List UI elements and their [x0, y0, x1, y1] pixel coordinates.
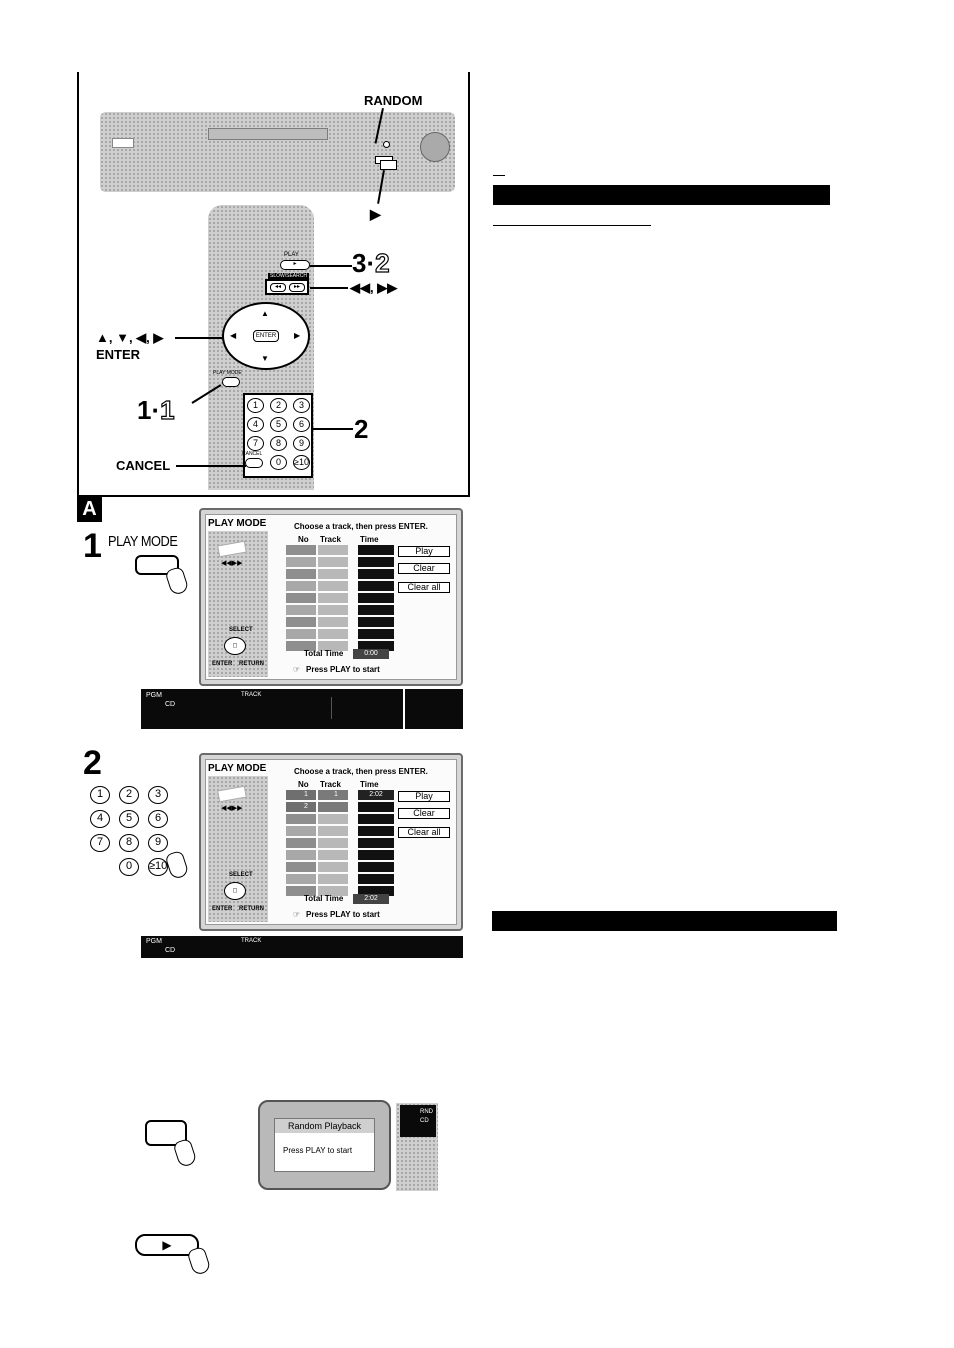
step2-number-key[interactable]: 3: [148, 786, 168, 804]
step2-press-play: Press PLAY to start: [306, 910, 380, 919]
panel-right-border: [468, 72, 470, 497]
step2-row-track-cell[interactable]: [318, 874, 348, 884]
step2-number-key[interactable]: 5: [119, 810, 139, 828]
step2-row-no-cell[interactable]: [286, 802, 316, 812]
play-icon: ▶: [162, 1238, 172, 1252]
step-2-label: 2: [354, 414, 369, 444]
small-rule-top: [493, 175, 505, 176]
step1-col-time: Time: [360, 535, 379, 544]
panel-left-border: [77, 72, 79, 497]
step2-col-no: No: [298, 780, 309, 789]
step2-row-no-cell[interactable]: [286, 874, 316, 884]
step1-select-label: SELECT: [229, 627, 253, 633]
random-label: RANDOM: [364, 93, 423, 108]
step2-number-key[interactable]: 0: [119, 858, 139, 876]
step2-hand-pointer-icon: ☞: [293, 910, 301, 919]
step1-skip-icon: ◀◀▶▶: [221, 560, 243, 567]
step1-press-play: Press PLAY to start: [306, 665, 380, 674]
random-tv-screen: [258, 1100, 391, 1190]
step2-select-pad-icon: ◻: [224, 882, 246, 900]
step2-number-key[interactable]: 9: [148, 834, 168, 852]
step2-number-key[interactable]: 2: [119, 786, 139, 804]
step1-number: 1: [83, 527, 102, 565]
step2-row-time-cell: [358, 874, 394, 884]
step1-screen-title: PLAY MODE: [208, 518, 267, 529]
up-arrow-icon[interactable]: ▲: [261, 309, 269, 318]
step1-display-track: TRACK: [241, 692, 262, 698]
step2-number-key[interactable]: 1: [90, 786, 110, 804]
step1-display-cd: CD: [165, 701, 176, 708]
step1-row-no-cell[interactable]: [286, 581, 316, 591]
step2-row-time-cell: [358, 802, 394, 812]
step1-row-time-cell: [358, 629, 394, 639]
step1-total-time-label: Total Time: [304, 649, 344, 658]
right-arrow-icon[interactable]: ▶: [294, 331, 301, 340]
cancel-label: CANCEL: [116, 458, 171, 473]
step2-display-pgm: PGM: [146, 938, 162, 945]
step2-screen-title: PLAY MODE: [208, 763, 267, 774]
step1-enter-label: ENTER: [212, 661, 233, 667]
callout-cancel: [176, 465, 246, 467]
step1-select-pad-icon: ◻: [224, 637, 246, 655]
step2-number-key[interactable]: 7: [90, 834, 110, 852]
main-unit-illustration: [100, 112, 455, 192]
step1-display-panel: [141, 689, 463, 729]
random-dialog-title: Random Playback: [275, 1119, 374, 1133]
random-button[interactable]: [383, 141, 390, 148]
left-arrow-icon[interactable]: ◀: [230, 331, 237, 340]
step2-row-time-cell: [358, 838, 394, 848]
cancel-key-label: CANCEL: [242, 451, 263, 457]
step1-tv-screen: [199, 508, 463, 686]
step2-row-time-cell: [358, 814, 394, 824]
remote-number-key[interactable]: 1: [247, 398, 264, 413]
step2-enter-label: ENTER: [212, 906, 233, 912]
step1-row-time-cell: [358, 593, 394, 603]
play-key-remote[interactable]: ▸: [280, 260, 310, 270]
section-a-badge: A: [77, 497, 102, 522]
callout-3-2: [310, 265, 352, 267]
step2-display-track: TRACK: [241, 938, 262, 944]
step1-clear-button[interactable]: Clear: [398, 563, 450, 574]
random-indicator-display: [400, 1105, 436, 1137]
step2-menu: [205, 759, 457, 925]
step-3-2-outline: 2: [375, 248, 390, 278]
step-3-2-dot: ·: [366, 248, 376, 278]
step2-row-no-cell[interactable]: [286, 790, 316, 800]
step1-row-track-cell[interactable]: [318, 617, 348, 627]
step2-row-no-cell[interactable]: [286, 862, 316, 872]
step-1-1-dot: ·: [151, 395, 161, 425]
remote-number-key[interactable]: 6: [293, 417, 310, 432]
step2-col-time: Time: [360, 780, 379, 789]
random-indicator-rnd: RND: [420, 1109, 433, 1115]
step2-select-label: SELECT: [229, 872, 253, 878]
section-underline-1: [493, 225, 651, 226]
step1-row-track-cell[interactable]: [318, 557, 348, 567]
step1-row-track-cell[interactable]: [318, 605, 348, 615]
step-1-1-main: 1: [137, 395, 152, 425]
step2-total-time-label: Total Time: [304, 894, 344, 903]
step-1-1-outline: 1: [160, 395, 175, 425]
random-dialog: [274, 1118, 375, 1172]
step2-clear-all-button[interactable]: Clear all: [398, 827, 450, 838]
step1-row-time-cell: [358, 557, 394, 567]
step1-instruction: Choose a track, then press ENTER.: [294, 522, 428, 531]
step1-menu: [205, 514, 457, 680]
step2-display-panel: [141, 936, 463, 958]
step2-row-time-cell: [358, 862, 394, 872]
step1-display-pgm: PGM: [146, 692, 162, 699]
step2-tv-screen: [199, 753, 463, 931]
play-mode-key-label: PLAY MODE: [213, 370, 242, 376]
play-mode-key[interactable]: [222, 377, 240, 387]
step1-hand-icon: [164, 566, 189, 596]
remote-number-key[interactable]: ≥10: [293, 455, 310, 470]
step1-return-label: RETURN: [239, 661, 264, 667]
step1-clear-all-button[interactable]: Clear all: [398, 582, 450, 593]
slow-search-keys[interactable]: ◂◂ ▸▸: [265, 279, 309, 295]
step2-number-key[interactable]: 4: [90, 810, 110, 828]
random-dialog-text: Press PLAY to start: [283, 1146, 353, 1155]
step2-row-track-cell[interactable]: [318, 850, 348, 860]
play-hand-icon: [186, 1246, 211, 1276]
step2-row-no-cell[interactable]: [286, 850, 316, 860]
step2-number-key[interactable]: 8: [119, 834, 139, 852]
step2-number-key[interactable]: 6: [148, 810, 168, 828]
step-1-1-label: [137, 395, 175, 426]
step2-clear-button[interactable]: Clear: [398, 808, 450, 819]
step1-row-track-cell[interactable]: [318, 545, 348, 555]
step2-row-no-cell[interactable]: [286, 814, 316, 824]
step2-row-track-cell[interactable]: [318, 802, 348, 812]
enter-label: ENTER: [96, 347, 141, 362]
step1-row-track-cell[interactable]: [318, 581, 348, 591]
step1-hand-pointer-icon: ☞: [293, 665, 301, 674]
step2-row-no-cell[interactable]: [286, 826, 316, 836]
step1-row-time-cell: [358, 617, 394, 627]
down-arrow-icon[interactable]: ▼: [261, 354, 269, 363]
step2-row-track-cell[interactable]: [318, 814, 348, 824]
cursor-label: ▲, ▼, ◀, ▶: [96, 330, 164, 345]
step2-row-track-cell[interactable]: [318, 826, 348, 836]
step2-row-time-cell: [358, 826, 394, 836]
enter-key[interactable]: ENTER: [253, 330, 279, 342]
step1-col-no: No: [298, 535, 309, 544]
step2-row-time-cell: [358, 850, 394, 860]
step2-hand-icon: [164, 850, 189, 880]
callout-cursor: [175, 337, 223, 339]
step2-display-cd: CD: [165, 947, 176, 954]
step2-return-label: RETURN: [239, 906, 264, 912]
step1-row-time-cell: [358, 581, 394, 591]
play-key-unit[interactable]: [380, 160, 397, 170]
random-indicator-cd: CD: [420, 1118, 429, 1124]
slow-search-label: SLOW/SEARCH: [270, 273, 307, 279]
step1-play-button[interactable]: Play: [398, 546, 450, 557]
step2-row1-track: 1: [334, 791, 338, 798]
remote-number-key[interactable]: 4: [247, 417, 264, 432]
step1-row-no-cell[interactable]: [286, 557, 316, 567]
play-arrow-label: ▶: [370, 206, 381, 222]
step1-row-no-cell[interactable]: [286, 593, 316, 603]
callout-search: [310, 287, 348, 289]
remote-number-key[interactable]: 9: [293, 436, 310, 451]
random-hand-icon: [172, 1138, 197, 1168]
step2-row-track-cell[interactable]: [318, 790, 348, 800]
step1-row-no-cell[interactable]: [286, 569, 316, 579]
step1-row-track-cell[interactable]: [318, 629, 348, 639]
step1-row-time-cell: [358, 545, 394, 555]
remote-number-key[interactable]: 7: [247, 436, 264, 451]
step-3-2-label: [352, 248, 390, 279]
step1-row-no-cell[interactable]: [286, 629, 316, 639]
step1-row-time-cell: [358, 605, 394, 615]
step1-row-no-cell[interactable]: [286, 545, 316, 555]
step2-skip-icon: ◀◀▶▶: [221, 805, 243, 812]
step-3-2-main: 3: [352, 248, 367, 278]
step2-row1-time: 2:02: [358, 790, 394, 800]
step1-row-no-cell[interactable]: [286, 605, 316, 615]
step1-row-track-cell[interactable]: [318, 569, 348, 579]
step2-instruction: Choose a track, then press ENTER.: [294, 767, 428, 776]
step1-display-digits: [331, 697, 411, 719]
step1-row-track-cell[interactable]: [318, 593, 348, 603]
step1-display-blink-icon: [403, 689, 405, 729]
cancel-key[interactable]: [245, 458, 263, 468]
step1-total-time-value: 0:00: [353, 649, 389, 659]
remote-number-key[interactable]: 3: [293, 398, 310, 413]
section-heading-bar-2: [492, 911, 837, 931]
step2-number-key[interactable]: ≥10: [148, 858, 168, 876]
step1-play-mode-label: PLAY MODE: [108, 533, 178, 550]
step2-play-button[interactable]: Play: [398, 791, 450, 802]
remote-number-key[interactable]: 8: [270, 436, 287, 451]
cursor-pad[interactable]: [222, 302, 310, 370]
step2-col-track: Track: [320, 780, 341, 789]
step2-row1-no: 1: [304, 791, 308, 798]
step2-number: 2: [83, 744, 102, 782]
step2-row2-no: 2: [304, 803, 308, 810]
step1-row-no-cell[interactable]: [286, 617, 316, 627]
step2-row-track-cell[interactable]: [318, 862, 348, 872]
callout-2: [313, 428, 353, 430]
step1-row-time-cell: [358, 569, 394, 579]
panel-bottom-border: [77, 495, 470, 497]
play-key-remote-label: PLAY: [284, 252, 299, 258]
remote-number-key[interactable]: 2: [270, 398, 287, 413]
remote-number-key[interactable]: 5: [270, 417, 287, 432]
step2-row-track-cell[interactable]: [318, 838, 348, 848]
step2-row-no-cell[interactable]: [286, 838, 316, 848]
random-indicator-panel: [396, 1103, 438, 1191]
search-label: ◀◀, ▶▶: [350, 280, 398, 295]
section-heading-bar-1: [493, 185, 830, 205]
step2-total-time-value: 2:02: [353, 894, 389, 904]
step1-col-track: Track: [320, 535, 341, 544]
remote-number-key[interactable]: 0: [270, 455, 287, 470]
